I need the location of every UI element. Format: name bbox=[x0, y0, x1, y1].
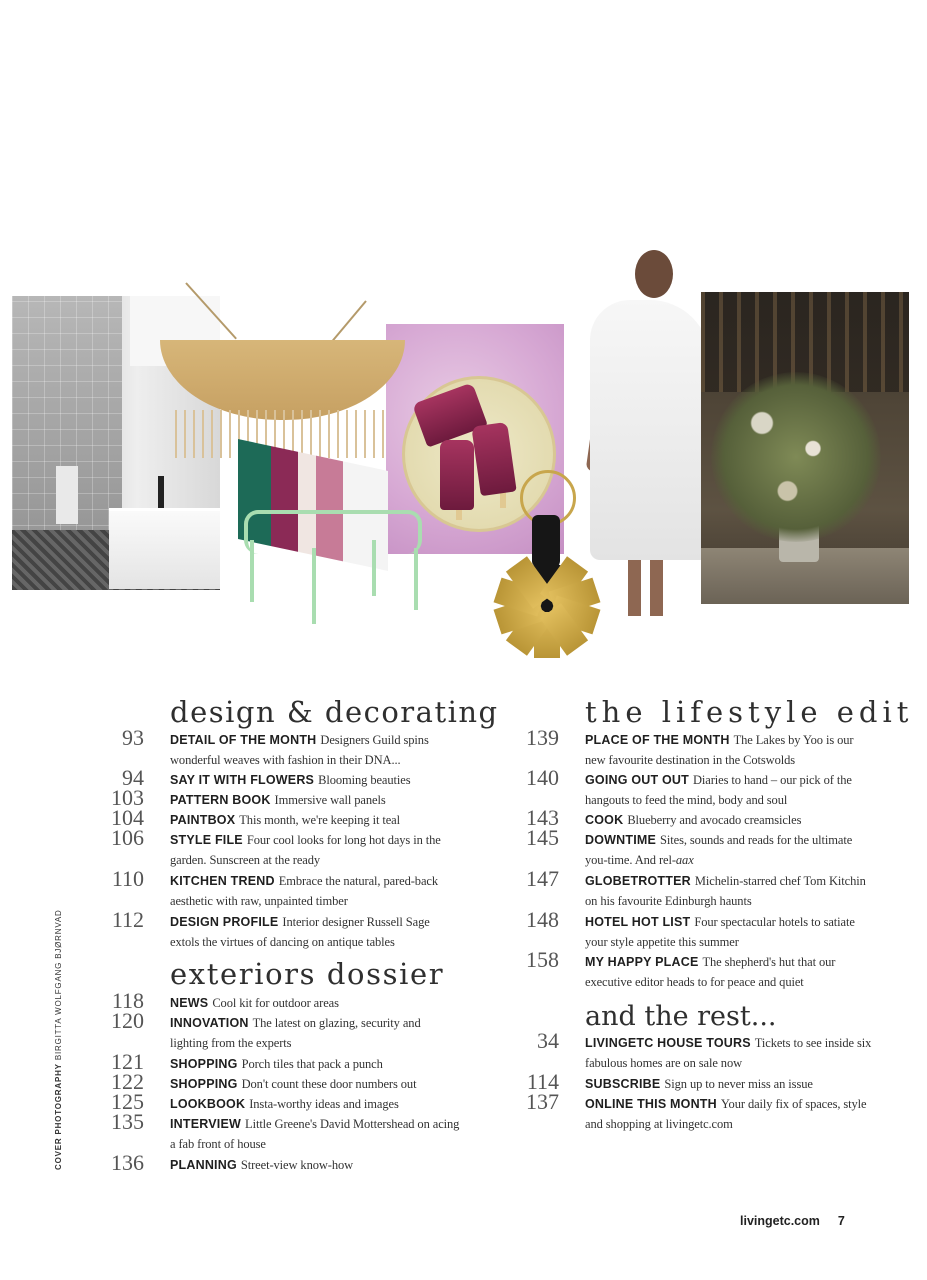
page-number: 120 bbox=[111, 1008, 144, 1033]
contents-entry[interactable] bbox=[122, 765, 460, 790]
contents-entry[interactable] bbox=[526, 947, 875, 992]
page-number: 118 bbox=[111, 988, 144, 1013]
entry-heading: PATTERN BOOK bbox=[170, 793, 271, 807]
entry-heading: COOK bbox=[585, 813, 624, 827]
page-number: 136 bbox=[111, 1150, 144, 1175]
contents-entry[interactable] bbox=[537, 1028, 875, 1073]
contents-entry[interactable] bbox=[526, 1089, 875, 1134]
entry-heading: INNOVATION bbox=[170, 1016, 249, 1030]
contents-entry[interactable] bbox=[111, 1089, 460, 1114]
page-number: 148 bbox=[526, 907, 559, 932]
contents-entry[interactable] bbox=[526, 825, 875, 870]
photo-credit-name: BIRGITTA WOLFGANG BJØRNVAD bbox=[54, 909, 63, 1061]
page-number: 143 bbox=[526, 805, 559, 830]
page-number: 147 bbox=[526, 866, 559, 891]
contents-entry[interactable] bbox=[111, 866, 460, 911]
contents-entry[interactable] bbox=[111, 825, 460, 870]
entry-description: Little Greene's David Mottershead on acing a fab front of house bbox=[170, 1117, 460, 1152]
entry-description: Blooming beauties bbox=[318, 773, 411, 787]
entry-description: Interior designer Russell Sage extols the virtues of dancing on antique tables bbox=[170, 915, 430, 950]
contents-entry[interactable] bbox=[111, 907, 460, 952]
footer-site[interactable]: livingetc.com bbox=[740, 1214, 820, 1228]
page-number: 94 bbox=[122, 765, 144, 790]
page-number: 93 bbox=[122, 725, 144, 750]
page-number: 140 bbox=[526, 765, 559, 790]
contents-entry[interactable] bbox=[111, 1109, 460, 1154]
entry-description: The shepherd's hut that our executive editor heads to for peace and quiet bbox=[585, 955, 836, 990]
section-title-design: design & decorating bbox=[170, 695, 499, 729]
entry-heading: PLACE OF THE MONTH bbox=[585, 733, 730, 747]
page-number: 104 bbox=[111, 805, 144, 830]
entry-heading: PAINTBOX bbox=[170, 813, 236, 827]
page-number: 139 bbox=[526, 725, 559, 750]
page-number: 110 bbox=[111, 866, 144, 891]
entry-description: Immersive wall panels bbox=[274, 793, 386, 807]
entry-description: Don't count these door numbers out bbox=[241, 1077, 417, 1091]
section-title-exteriors: exteriors dossier bbox=[170, 957, 445, 991]
entry-heading: KITCHEN TREND bbox=[170, 874, 275, 888]
shed-flowers-photo bbox=[701, 292, 909, 604]
contents-entry[interactable] bbox=[111, 988, 460, 1013]
entry-description: Street-view know-how bbox=[240, 1158, 354, 1172]
page-number-footer: 7 bbox=[837, 1214, 845, 1228]
photo-credit bbox=[54, 909, 63, 1170]
page-number: 34 bbox=[537, 1028, 559, 1053]
contents-entry[interactable] bbox=[111, 1150, 460, 1175]
entry-heading: DETAIL OF THE MONTH bbox=[170, 733, 317, 747]
entry-heading: STYLE FILE bbox=[170, 833, 243, 847]
contents-entry[interactable] bbox=[111, 805, 460, 830]
page-number: 103 bbox=[111, 785, 144, 810]
page-number: 122 bbox=[111, 1069, 144, 1094]
page-number: 121 bbox=[111, 1049, 144, 1074]
entry-heading: INTERVIEW bbox=[170, 1117, 242, 1131]
entry-description: Porch tiles that pack a punch bbox=[241, 1057, 383, 1071]
entry-heading: SUBSCRIBE bbox=[585, 1077, 661, 1091]
section-title-lifestyle: the lifestyle edit bbox=[585, 695, 914, 729]
entry-heading: LOOKBOOK bbox=[170, 1097, 246, 1111]
page-number: 112 bbox=[111, 907, 144, 932]
page-number: 114 bbox=[526, 1069, 559, 1094]
contents-entry[interactable] bbox=[122, 725, 460, 770]
entry-description: Blueberry and avocado creamsicles bbox=[627, 813, 802, 827]
entry-description: Diaries to hand – our pick of the hangouts to feed the mind, body and soul bbox=[585, 773, 852, 808]
photo-credit-label: COVER PHOTOGRAPHY bbox=[54, 1063, 63, 1170]
contents-entry[interactable] bbox=[526, 907, 875, 952]
entry-description: Tickets to see inside six fabulous homes are on sale now bbox=[585, 1036, 872, 1071]
page-number: 145 bbox=[526, 825, 559, 850]
entry-description: Four cool looks for long hot days in the garden. Sunscreen at the ready bbox=[170, 833, 441, 868]
entry-description: Four spectacular hotels to satiate your style appetite this summer bbox=[585, 915, 855, 950]
entry-description-italic: aax bbox=[675, 853, 694, 868]
entry-heading: HOTEL HOT LIST bbox=[585, 915, 691, 929]
contents-entry[interactable] bbox=[526, 1069, 875, 1094]
page-number: 137 bbox=[526, 1089, 559, 1114]
contents-entry[interactable] bbox=[526, 805, 875, 830]
contents-entry[interactable] bbox=[111, 1069, 460, 1094]
entry-description: Embrace the natural, pared-back aesthetic with raw, unpainted timber bbox=[170, 874, 438, 909]
entry-heading: SHOPPING bbox=[170, 1077, 238, 1091]
contents-entry[interactable] bbox=[111, 1008, 460, 1053]
entry-heading: PLANNING bbox=[170, 1158, 237, 1172]
entry-description: Your daily fix of spaces, style and shopping at livingetc.com bbox=[585, 1097, 867, 1132]
page-number: 125 bbox=[111, 1089, 144, 1114]
contents-entry[interactable] bbox=[526, 725, 875, 770]
page-footer bbox=[740, 1214, 845, 1228]
entry-heading: GOING OUT OUT bbox=[585, 773, 689, 787]
entry-heading: GLOBETROTTER bbox=[585, 874, 691, 888]
entry-heading: NEWS bbox=[170, 996, 209, 1010]
entry-description: This month, we're keeping it teal bbox=[239, 813, 400, 827]
contents-entry[interactable] bbox=[111, 1049, 460, 1074]
contents-entry[interactable] bbox=[111, 785, 460, 810]
contents-entry[interactable] bbox=[526, 765, 875, 810]
fashion-model-photo bbox=[590, 300, 710, 560]
entry-description: The Lakes by Yoo is our new favourite destination in the Cotswolds bbox=[585, 733, 854, 768]
entry-description: Sites, sounds and reads for the ultimate you-time. And rel- bbox=[585, 833, 853, 868]
page-number: 135 bbox=[111, 1109, 144, 1134]
entry-description: Designers Guild spins wonderful weaves with fashion in their DNA... bbox=[170, 733, 429, 768]
section-title-rest: and the rest... bbox=[585, 1001, 777, 1032]
entry-description: Insta-worthy ideas and images bbox=[249, 1097, 399, 1111]
entry-description: Cool kit for outdoor areas bbox=[212, 996, 339, 1010]
entry-description: Michelin-starred chef Tom Kitchin on his favourite Edinburgh haunts bbox=[585, 874, 866, 909]
page-number: 158 bbox=[526, 947, 559, 972]
entry-heading: SHOPPING bbox=[170, 1057, 238, 1071]
entry-heading: DOWNTIME bbox=[585, 833, 657, 847]
entry-heading: ONLINE THIS MONTH bbox=[585, 1097, 717, 1111]
contents-entry[interactable] bbox=[526, 866, 875, 911]
entry-heading: MY HAPPY PLACE bbox=[585, 955, 699, 969]
entry-heading: DESIGN PROFILE bbox=[170, 915, 279, 929]
entry-heading: LIVINGETC HOUSE TOURS bbox=[585, 1036, 751, 1050]
entry-description: The latest on glazing, security and lighting from the experts bbox=[170, 1016, 421, 1051]
entry-description: Sign up to never miss an issue bbox=[664, 1077, 813, 1091]
page-number: 106 bbox=[111, 825, 144, 850]
entry-heading: SAY IT WITH FLOWERS bbox=[170, 773, 315, 787]
